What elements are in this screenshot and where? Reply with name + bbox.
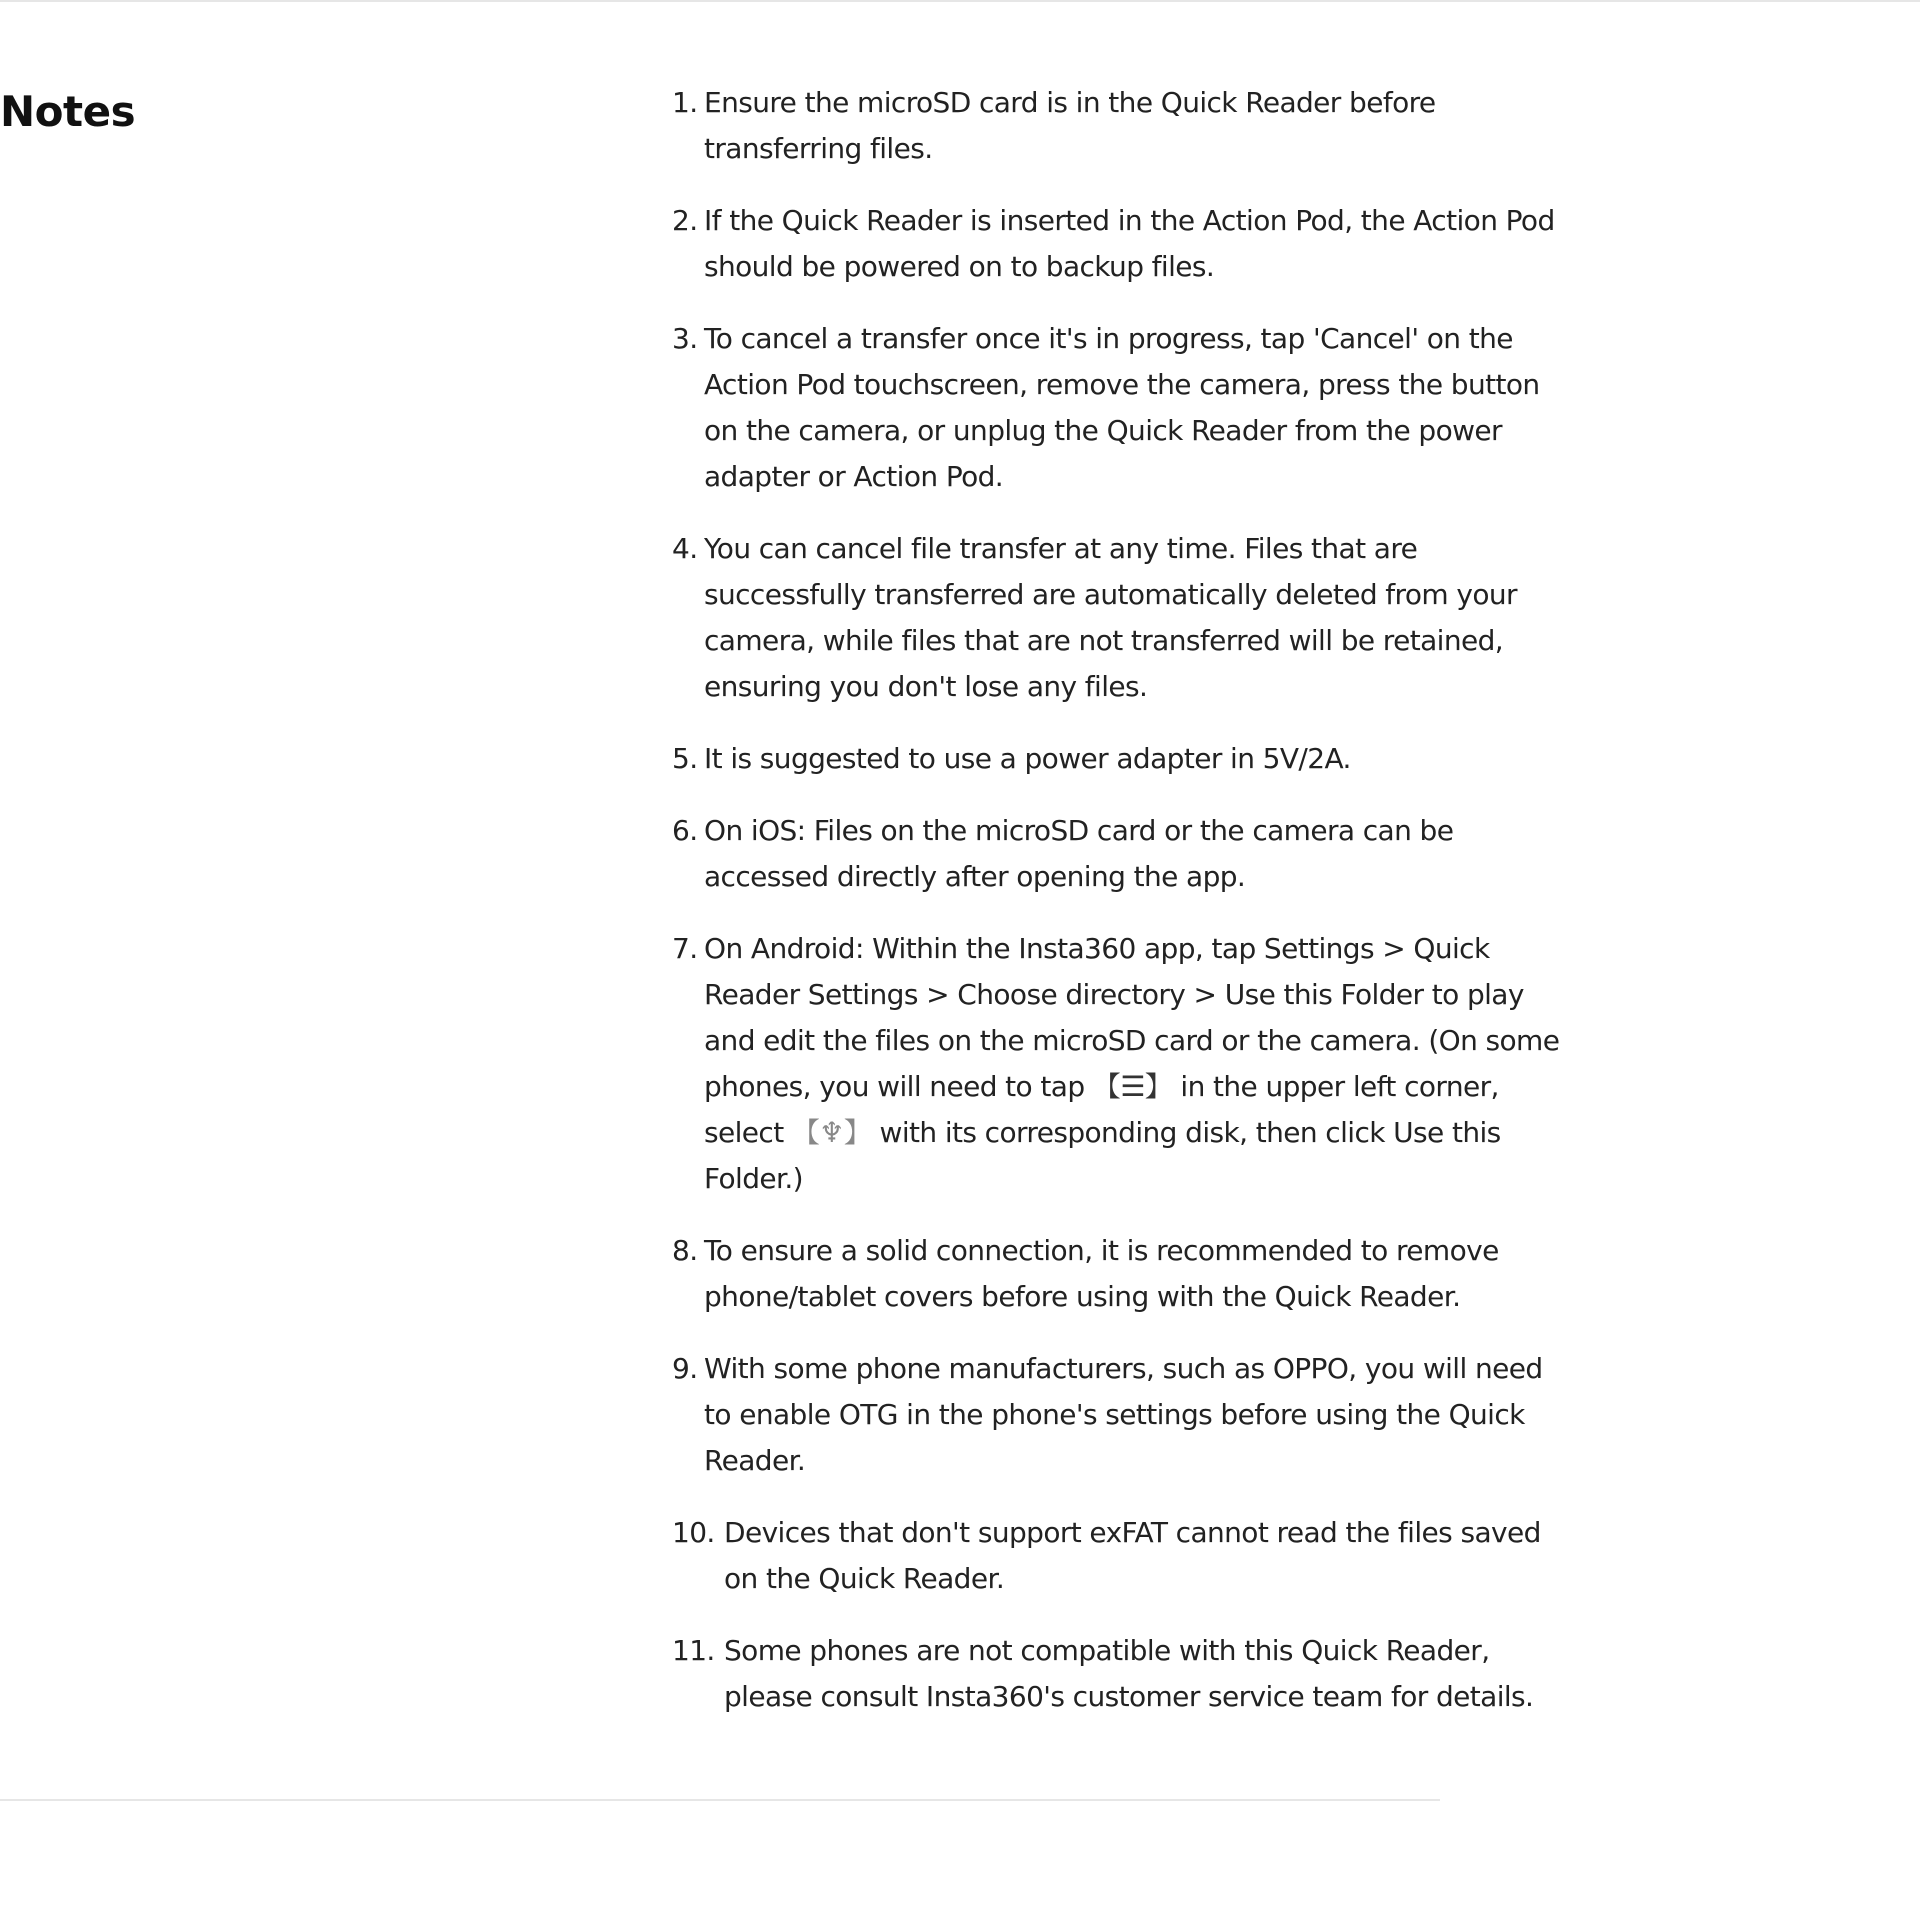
note-text: On iOS: Files on the microSD card or the camera can be accessed directly after opening the app.: [704, 814, 1454, 893]
note-number: 8.: [672, 1234, 698, 1267]
usb-icon: 【♆】: [791, 1116, 872, 1149]
note-text-part1: On Android: Within the Insta360 app, tap Settings > Quick Reader Settings > Choose directory > Use this Folder to play and edit the files on the microSD card or the camera. (On some phones, you will need to tap: [704, 932, 1560, 1103]
note-text: Some phones are not compatible with this Quick Reader, please consult Insta360's customer service team for details.: [724, 1634, 1534, 1713]
notes-list: [672, 80, 1572, 1746]
note-item-9: [672, 1346, 1572, 1484]
note-number: 9.: [672, 1352, 698, 1385]
note-text: Devices that don't support exFAT cannot read the files saved on the Quick Reader.: [724, 1516, 1541, 1595]
note-number: 6.: [672, 814, 698, 847]
note-text: It is suggested to use a power adapter in 5V/2A.: [704, 742, 1351, 775]
note-number: 2.: [672, 204, 698, 237]
note-text: With some phone manufacturers, such as OPPO, you will need to enable OTG in the phone's settings before using the Quick Reader.: [704, 1352, 1543, 1477]
note-item-8: [672, 1228, 1572, 1320]
note-number: 7.: [672, 932, 698, 965]
note-number: 5.: [672, 742, 698, 775]
note-item-6: [672, 808, 1572, 900]
note-text: If the Quick Reader is inserted in the Action Pod, the Action Pod should be powered on to backup files.: [704, 204, 1555, 283]
note-text-part3: with its corresponding disk, then click Use this Folder.): [704, 1116, 1501, 1195]
section-heading: Notes: [0, 87, 136, 136]
note-text: You can cancel file transfer at any time. Files that are successfully transferred are automatically deleted from your camera, while files that are not transferred will be retained, ensuring you don't lose any files.: [704, 532, 1517, 703]
note-item-2: [672, 198, 1572, 290]
note-item-3: [672, 316, 1572, 500]
note-item-11: [672, 1628, 1572, 1720]
note-number: 10.: [672, 1516, 715, 1549]
note-text: To cancel a transfer once it's in progress, tap 'Cancel' on the Action Pod touchscreen, remove the camera, press the button on the camera, or unplug the Quick Reader from the power adapter or Action Pod.: [704, 322, 1540, 493]
bottom-divider: [0, 1799, 1440, 1801]
note-item-10: [672, 1510, 1572, 1602]
note-item-7: [672, 926, 1572, 1202]
note-number: 11.: [672, 1634, 715, 1667]
note-item-4: [672, 526, 1572, 710]
note-number: 4.: [672, 532, 698, 565]
note-text: To ensure a solid connection, it is recommended to remove phone/tablet covers before using with the Quick Reader.: [704, 1234, 1499, 1313]
note-item-5: [672, 736, 1572, 782]
note-number: 3.: [672, 322, 698, 355]
note-text-part2: in the upper left corner, select: [704, 1070, 1499, 1149]
note-text: Ensure the microSD card is in the Quick Reader before transferring files.: [704, 86, 1436, 165]
note-item-1: [672, 80, 1572, 172]
note-number: 1.: [672, 86, 698, 119]
top-divider: [0, 0, 1920, 2]
menu-icon: 【☰】: [1092, 1070, 1173, 1103]
